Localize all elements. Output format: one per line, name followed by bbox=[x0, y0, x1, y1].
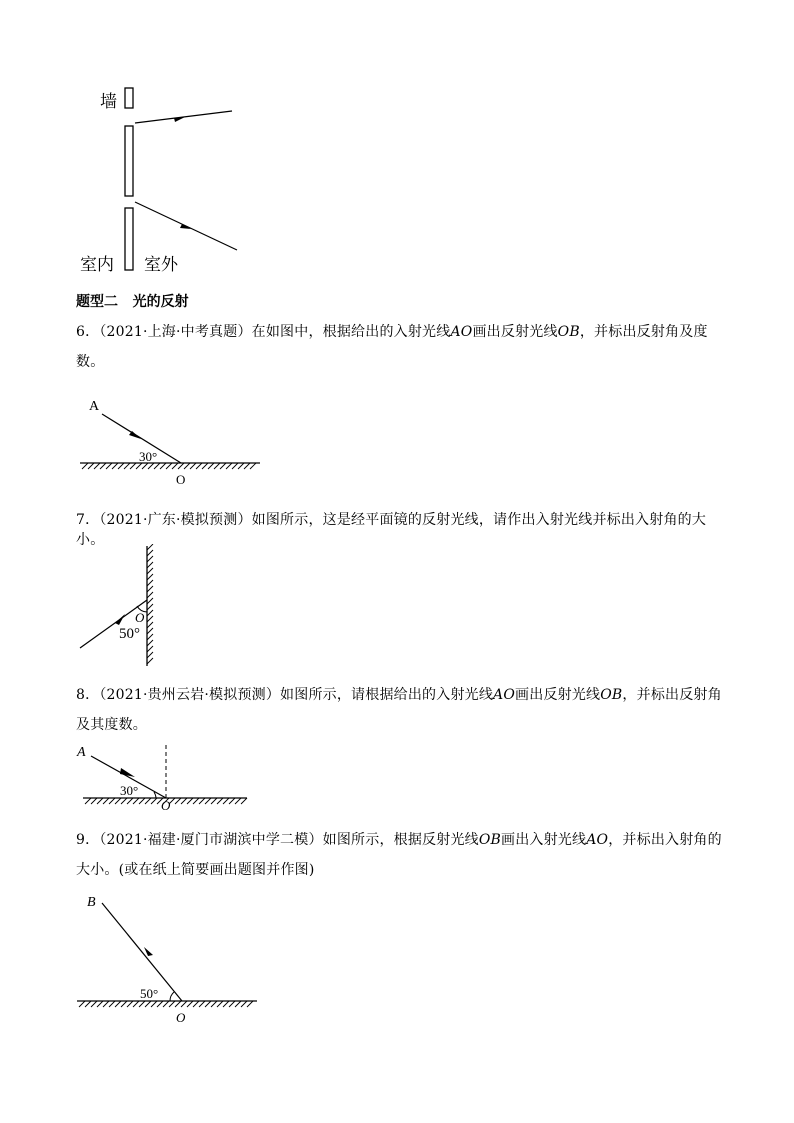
mirror-hatching bbox=[147, 544, 153, 664]
question-number: 8． bbox=[76, 687, 100, 703]
section-heading: 题型二 光的反射 bbox=[76, 294, 189, 310]
question-text: 画出反射光线 bbox=[515, 687, 601, 703]
figure-q7-vertical-mirror bbox=[75, 544, 175, 672]
question-8 bbox=[76, 685, 726, 735]
wall-segment-top bbox=[125, 88, 133, 108]
question-9 bbox=[76, 830, 726, 880]
light-ray-lower bbox=[135, 202, 237, 250]
indoor-label: 室内 bbox=[80, 255, 114, 275]
figure-q6-reflection bbox=[75, 390, 275, 490]
mirror-hatching bbox=[79, 1001, 253, 1007]
point-a-label: A bbox=[89, 399, 100, 414]
question-6 bbox=[76, 322, 716, 372]
question-6-line-2: 数。 bbox=[76, 354, 105, 370]
question-number: 7． bbox=[76, 512, 100, 528]
question-text: 如图所示，这是经平面镜的反射光线，请作出入射光线并标出入射角的大小。 bbox=[76, 512, 707, 548]
figure-q9-reflection bbox=[72, 890, 272, 1030]
question-text: 如图所示，请根据给出的入射光线 bbox=[280, 687, 494, 703]
question-text: 在如图中，根据给出的入射光线 bbox=[251, 324, 451, 340]
question-source: （2021·福建·厦门市湖滨中学二模） bbox=[99, 832, 323, 848]
question-number: 9． bbox=[76, 832, 100, 848]
ray-name: OB bbox=[478, 832, 502, 848]
angle-label: 30° bbox=[139, 449, 158, 464]
question-text: ，并标出反射角 bbox=[622, 687, 722, 703]
wall-segment-middle bbox=[125, 126, 133, 196]
point-a-label: A bbox=[77, 745, 86, 760]
wall-label: 墙 bbox=[100, 92, 117, 112]
mirror-hatching bbox=[82, 463, 256, 469]
ray-name: OB bbox=[557, 324, 580, 340]
question-9-line-1 bbox=[76, 830, 726, 850]
point-o-label: O bbox=[161, 798, 171, 810]
question-source: （2021·上海·中考真题） bbox=[99, 324, 252, 340]
question-source: （2021·广东·模拟预测） bbox=[99, 512, 252, 528]
ray-name: AO bbox=[493, 687, 516, 703]
point-o-label: O bbox=[135, 610, 145, 625]
outdoor-label: 室外 bbox=[144, 255, 178, 275]
question-text: 画出入射光线 bbox=[501, 832, 587, 848]
question-8-line-1 bbox=[76, 685, 726, 705]
question-number: 6． bbox=[76, 324, 100, 340]
wall-segment-bottom bbox=[125, 208, 133, 270]
angle-label: 50° bbox=[119, 626, 140, 642]
angle-label: 50° bbox=[140, 986, 159, 1001]
question-6-line-1 bbox=[76, 322, 716, 342]
ray-name: OB bbox=[600, 687, 623, 703]
question-source: （2021·贵州云岩·模拟预测） bbox=[99, 687, 281, 703]
point-b-label: B bbox=[87, 895, 96, 910]
question-text: 如图所示，根据反射光线 bbox=[322, 832, 479, 848]
question-9-line-2: 大小。(或在纸上简要画出题图并作图) bbox=[76, 862, 315, 878]
angle-arc bbox=[170, 992, 174, 1001]
angle-label: 30° bbox=[120, 783, 139, 798]
question-text: 画出反射光线 bbox=[472, 324, 558, 340]
question-text: ，并标出入射角的 bbox=[608, 832, 722, 848]
point-o-label: O bbox=[176, 1010, 186, 1025]
figure-wall-openings bbox=[70, 78, 260, 278]
ray-name: AO bbox=[450, 324, 473, 340]
point-o-label: O bbox=[176, 472, 186, 487]
figure-q8-reflection bbox=[75, 740, 265, 810]
question-8-line-2: 及其度数。 bbox=[76, 717, 147, 733]
question-text: ，并标出反射角及度 bbox=[579, 324, 708, 340]
ray-name: AO bbox=[586, 832, 609, 848]
